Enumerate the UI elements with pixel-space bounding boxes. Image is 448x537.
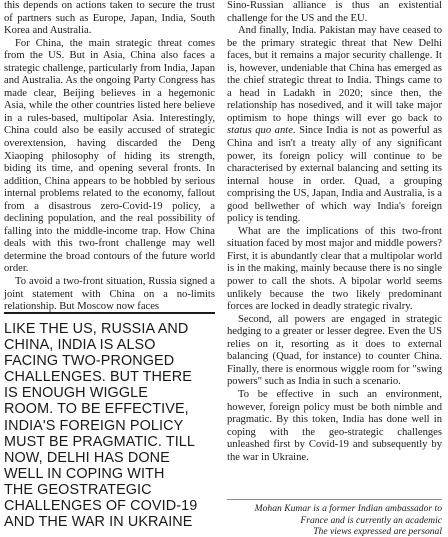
latin-phrase: status quo ante xyxy=(227,125,293,137)
byline-line: France and is currently an academic xyxy=(300,514,442,526)
article-paragraph: To avoid a two-front situation, Russia signed a joint statement with China on a no-limits relationship. But Moscow now faces xyxy=(4,276,215,313)
article-paragraph: For China, the main strategic threat comes from the US. But in Asia, China also faces a strategic challenge, particularly from India, Japan and Australia. As the ongoing Party Congress has made clear, Beijing believes in a hegemonic Asia, while the other countries listed here believe in a rules-based, multipolar Asia. Interestingly, China could also be easily accused of strategic overextension, having discarded the Deng Xiaoping philosophy of hiding its strength, biding its time, and opening several fronts. In addition, China appears to be hobbled by serious internal problems related to the economy, fallout from a disastrous zero-Covid-19 policy, a declining population, and the real possibility of falling into the middle-income trap. How China deals with this two-front challenge may well determine the broad contours of the future world order. xyxy=(4,37,215,275)
byline-divider xyxy=(227,499,442,500)
byline-line: Mohan Kumar is a former Indian ambassador to xyxy=(254,503,442,514)
left-column xyxy=(4,0,215,314)
article-paragraph: Second, all powers are engaged in strategic hedging to a greater or lesser degree. Even the US relies on it, resorting as it does to external balancing (Quad, for instance) to counter China. Finally, there is enormous wiggle room for "swing powers" such as India in such a scenario. xyxy=(227,313,442,388)
paragraph-text: . Since India is not as powerful as China and isn't a treaty ally of any significant power, its foreign policy will continue to be characterised by external balancing and setting its internal house in order. Quad, a grouping comprising the US, Japan, India and Australia, is a good bellwether of which way India's foreign policy is tending. xyxy=(227,125,442,225)
article-paragraph: Sino-Russian alliance is thus an existential challenge for the US and the EU. xyxy=(227,0,442,24)
paragraph-text: And finally, India. Pakistan may have ceased to be the primary strategic threat that New Delhi faces, but it remains a major security challenge. It is, however, undeniable that China has emerged as the chief strategic threat to India. Things came to a head in Ladakh in 2020; since then, the relationship has nosedived, and it will take major optimism to hope things will ever go back to xyxy=(227,25,442,124)
right-column xyxy=(227,0,442,464)
article-paragraph xyxy=(227,25,442,226)
pull-quote: LIKE THE US, RUSSIA AND CHINA, INDIA IS ALSO FACING TWO-PRONGED CHALLENGES. BUT THERE IS ENOUGH WIGGLE ROOM. TO BE EFFECTIVE, INDIA'S FOREIGN POLICY MUST BE PRAGMATIC. TILL NOW, DELHI HAS DONE WELL IN COPING WITH THE GEOSTRATEGIC CHALLENGES OF COVID-19 AND THE WAR IN UKRAINE xyxy=(4,321,198,531)
article-paragraph: this depends on actions taken to secure the trust of partners such as Europe, Japan, India, South Korea and Australia. xyxy=(4,0,215,37)
article-paragraph: To be effective in such an environment, however, foreign policy must be both nimble and pragmatic. By this token, India has done well in coping with the geo-strategic challenges unleashed first by Covid-19 and subsequently by the war in Ukraine. xyxy=(227,388,442,463)
article-paragraph: What are the implications of this two-front situation faced by most major and middle powers? First, it is abundantly clear that a multipolar world is in the making, mainly because there is no single power to call the shots. A bipolar world seems unlikely because the two likely predominant forces are locked in deadly strategic rivalry. xyxy=(227,225,442,313)
byline-line: The views expressed are personal xyxy=(313,526,442,537)
author-byline xyxy=(245,503,442,537)
pull-quote-top-rule xyxy=(4,312,215,314)
